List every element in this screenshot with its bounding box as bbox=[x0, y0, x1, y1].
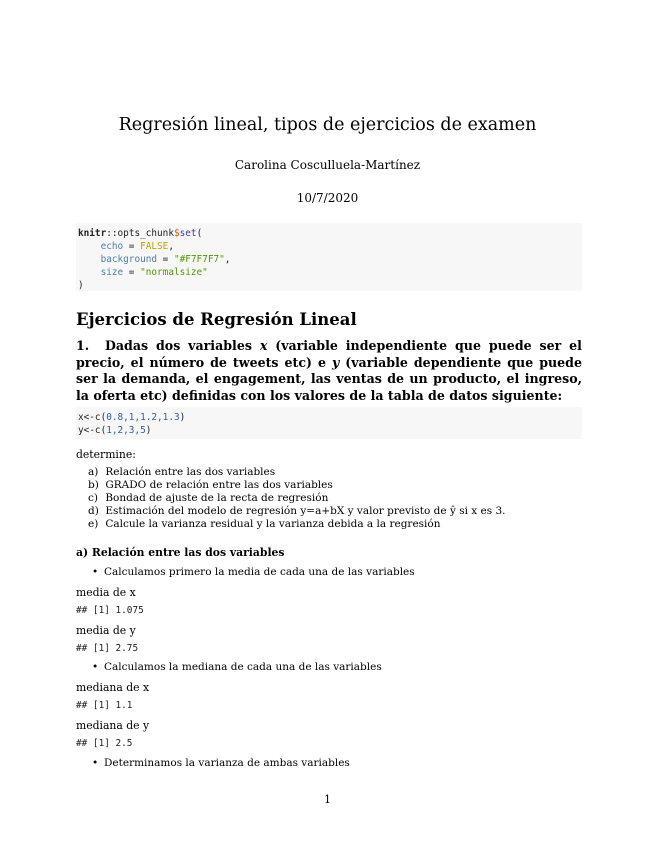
code-token: echo bbox=[100, 241, 124, 252]
list-label: a) bbox=[88, 466, 99, 478]
code-token: ( bbox=[196, 228, 203, 239]
code-token: background bbox=[100, 254, 158, 265]
code-token: "#F7F7F7" bbox=[173, 254, 225, 265]
media-x-output: ## [1] 1.075 bbox=[76, 605, 144, 616]
list-text: Bondad de ajuste de la recta de regresión bbox=[105, 492, 329, 504]
bullet-item bbox=[92, 661, 382, 673]
code-line: background = "#F7F7F7", bbox=[100, 254, 231, 265]
bullet-text: Calculamos primero la media de cada una de las variables bbox=[104, 566, 415, 578]
list-label: e) bbox=[88, 518, 99, 530]
media-y-output: ## [1] 2.75 bbox=[76, 643, 139, 654]
bullet-item bbox=[92, 757, 350, 769]
list-text: Calcule la varianza residual y la varianza debida a la regresión bbox=[105, 518, 441, 530]
code-token: $ bbox=[173, 228, 180, 239]
list-item bbox=[88, 466, 506, 479]
author: Carolina Cosculluela-Martínez bbox=[234, 158, 421, 172]
question-text: (variable dependiente que puede ser la demanda, el engagement, las ventas de un producto, el ingreso, la oferta etc) definidas con los valores de la tabla de datos siguiente: bbox=[76, 354, 582, 403]
bullet-icon: • bbox=[92, 661, 99, 673]
list-label: b) bbox=[88, 479, 99, 491]
bullet-icon: • bbox=[92, 757, 99, 769]
code-line bbox=[78, 411, 582, 424]
bullet-icon: • bbox=[92, 566, 99, 578]
math-var-x: x bbox=[259, 338, 268, 353]
mediana-x-output: ## [1] 1.1 bbox=[76, 700, 133, 711]
question-1 bbox=[76, 338, 582, 404]
list-item bbox=[88, 479, 506, 492]
media-x-label: media de x bbox=[76, 586, 136, 599]
list-text: Relación entre las dos variables bbox=[105, 466, 276, 478]
bullet-text: Calculamos la mediana de cada una de las variables bbox=[104, 661, 382, 673]
list-text: GRADO de relación entre las dos variables bbox=[105, 479, 333, 491]
code-token: ) bbox=[145, 425, 152, 436]
bullet-item bbox=[92, 566, 415, 578]
list-item bbox=[88, 518, 506, 531]
question-text: (variable independiente que puede ser el precio, el número de tweets etc) e bbox=[76, 338, 582, 370]
math-var-y: y bbox=[331, 354, 340, 370]
code-token: = bbox=[123, 267, 141, 278]
document-title: Regresión lineal, tipos de ejercicios de examen bbox=[118, 115, 537, 135]
code-token: = bbox=[157, 254, 174, 265]
section-heading: Ejercicios de Regresión Lineal bbox=[76, 310, 357, 329]
code-token: ) bbox=[78, 280, 84, 291]
page-number: 1 bbox=[324, 793, 331, 806]
list-item bbox=[88, 492, 506, 505]
code-token: FALSE bbox=[140, 241, 169, 252]
list-text: Estimación del modelo de regresión y=a+bX y valor previsto de ŷ si x es 3. bbox=[105, 505, 506, 517]
question-number: 1. bbox=[76, 338, 90, 353]
determine-label: determine: bbox=[76, 448, 136, 461]
setup-code-block bbox=[76, 223, 582, 291]
code-line bbox=[78, 227, 582, 240]
task-list bbox=[88, 466, 506, 531]
code-token: x<-c( bbox=[78, 412, 107, 423]
code-line bbox=[78, 424, 582, 437]
code-token: :: bbox=[106, 228, 118, 239]
list-label: d) bbox=[88, 505, 99, 517]
code-token: opts_chunk bbox=[117, 228, 174, 239]
mediana-x-label: mediana de x bbox=[76, 681, 150, 694]
code-token: knitr bbox=[78, 228, 107, 239]
code-token: 1,2,3,5 bbox=[106, 425, 146, 436]
code-token: "normalsize" bbox=[140, 267, 208, 278]
date: 10/7/2020 bbox=[296, 191, 359, 205]
bullet-text: Determinamos la varianza de ambas variables bbox=[104, 757, 350, 769]
code-token: y<-c( bbox=[78, 425, 107, 436]
code-token: = bbox=[123, 241, 141, 252]
media-y-label: media de y bbox=[76, 624, 136, 637]
code-token: set bbox=[179, 228, 197, 239]
code-line bbox=[78, 266, 582, 279]
data-code-block bbox=[76, 407, 582, 439]
code-token: size bbox=[100, 267, 124, 278]
subheading-a: a) Relación entre las dos variables bbox=[76, 546, 285, 559]
code-line bbox=[78, 279, 582, 292]
mediana-y-output: ## [1] 2.5 bbox=[76, 738, 133, 749]
list-label: c) bbox=[88, 492, 98, 504]
list-item bbox=[88, 505, 506, 518]
mediana-y-label: mediana de y bbox=[76, 719, 150, 732]
code-token: ) bbox=[179, 412, 186, 423]
code-line: echo = FALSE, bbox=[100, 241, 174, 252]
question-text: Dadas dos variables bbox=[104, 338, 260, 353]
code-token: 0.8,1,1.2,1.3 bbox=[106, 412, 180, 423]
